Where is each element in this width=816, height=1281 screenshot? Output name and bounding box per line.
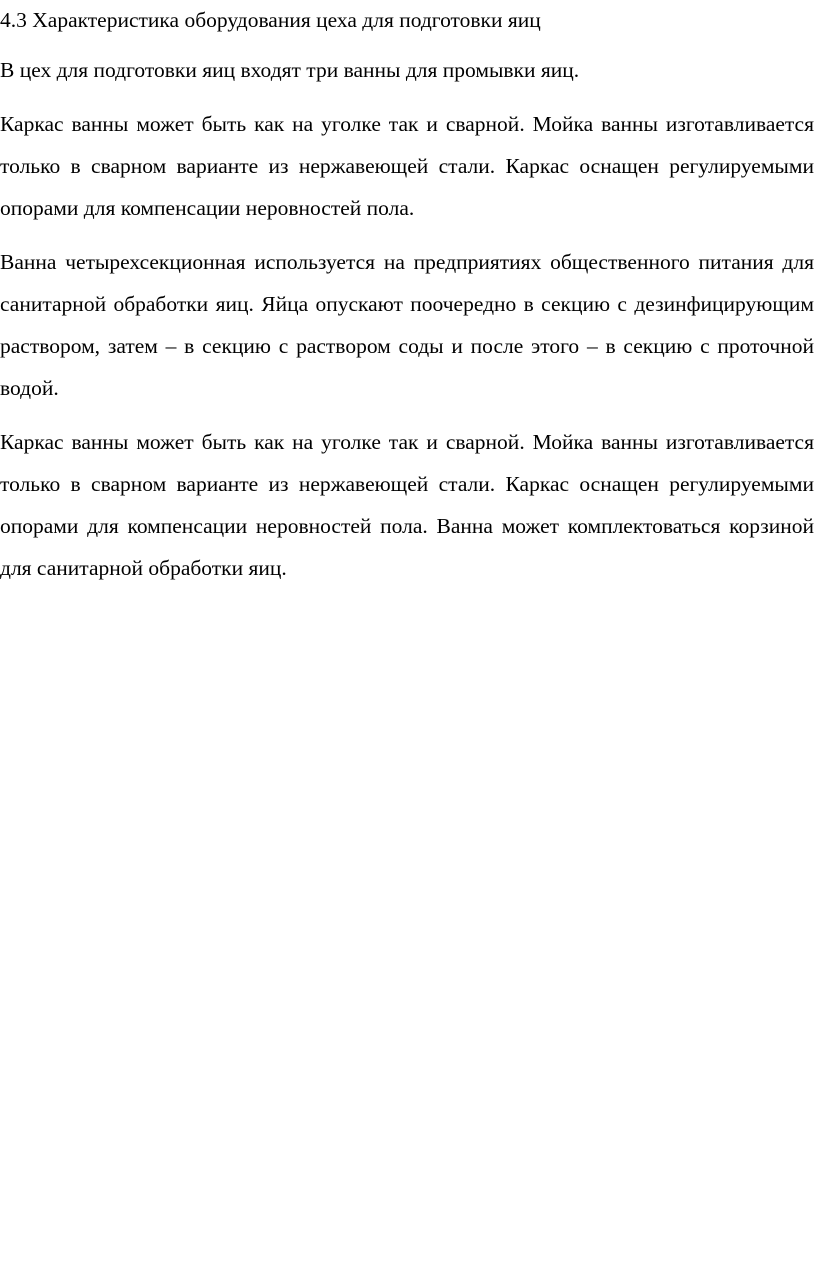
- paragraph-four-section-bath: Ванна четырехсекционная используется на предприятиях общественного питания для санитарной обработки яиц. Яйца опускают поочередно в секцию с дезинфицирующим раствором, затем – в секцию с раствором соды и после этого – в секцию с проточной водой.: [0, 250, 814, 400]
- paragraph-frame-basket: Каркас ванны может быть как на уголке так и сварной. Мойка ванны изготавливается только в сварном варианте из нержавеющей стали. Каркас оснащен регулируемыми опорами для компенсации неровностей пола. Ванна может комплектоваться корзиной для санитарной обработки яиц.: [0, 430, 814, 580]
- paragraph-frame: Каркас ванны может быть как на уголке так и сварной. Мойка ванны изготавливается только в сварном варианте из нержавеющей стали. Каркас оснащен регулируемыми опорами для компенсации неровностей пола.: [0, 112, 814, 220]
- paragraph-intro: В цех для подготовки яиц входят три ванны для промывки яиц.: [0, 58, 580, 82]
- section-heading: 4.3 Характеристика оборудования цеха для подготовки яиц: [0, 8, 541, 32]
